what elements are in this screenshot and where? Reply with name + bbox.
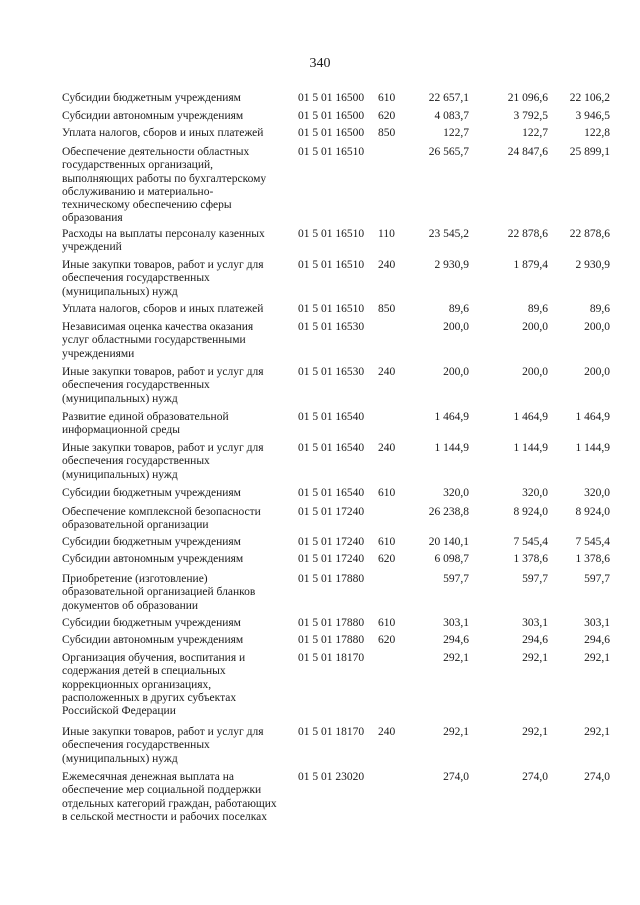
table-row [0,652,640,726]
row-value-3: 22 106,2 [569,92,610,104]
row-value-1: 26 565,7 [428,146,469,158]
row-value-3: 122,8 [584,127,610,139]
row-code: 01 5 01 16510 [298,303,365,315]
row-value-1: 89,6 [448,303,469,315]
row-value-2: 3 792,5 [513,110,548,122]
row-vr: 620 [378,110,396,122]
row-value-3: 7 545,4 [575,536,610,548]
row-value-1: 2 930,9 [434,259,469,271]
row-value-2: 1 464,9 [513,411,548,423]
table-row [0,617,640,634]
row-value-1: 200,0 [443,366,469,378]
row-vr: 620 [378,553,396,565]
table-row [0,771,640,831]
row-value-2: 7 545,4 [513,536,548,548]
row-value-1: 6 098,7 [434,553,469,565]
row-value-1: 23 545,2 [428,228,469,240]
row-name: Расходы на выплаты персоналу казенных учреждений [62,228,265,254]
row-name: Субсидии бюджетным учреждениям [62,617,241,629]
row-value-2: 274,0 [522,771,548,783]
row-value-3: 200,0 [584,321,610,333]
row-code: 01 5 01 23020 [298,771,365,783]
row-value-1: 200,0 [443,321,469,333]
table-row [0,303,640,321]
row-vr: 240 [378,726,396,738]
row-vr: 610 [378,617,396,629]
row-code: 01 5 01 16530 [298,366,365,378]
row-value-3: 3 946,5 [575,110,610,122]
row-code: 01 5 01 16530 [298,321,365,333]
row-code: 01 5 01 17880 [298,573,365,585]
row-value-3: 303,1 [584,617,610,629]
table-row [0,634,640,652]
budget-table [0,92,640,831]
row-name: Независимая оценка качества оказания услуг областными государственными учреждениями [62,321,254,360]
row-value-3: 1 464,9 [575,411,610,423]
table-row [0,487,640,506]
table-row [0,536,640,553]
row-value-2: 200,0 [522,366,548,378]
row-name: Обеспечение комплексной безопасности образовательной организации [62,506,261,532]
row-code: 01 5 01 16540 [298,442,365,454]
row-name: Субсидии автономным учреждениям [62,553,244,565]
row-vr: 240 [378,259,396,271]
table-row [0,442,640,487]
page-number: 340 [309,56,331,71]
row-name: Развитие единой образовательной информационной среды [62,411,229,437]
row-value-1: 26 238,8 [428,506,469,518]
row-value-2: 1 144,9 [513,442,548,454]
row-value-2: 200,0 [522,321,548,333]
row-value-2: 292,1 [522,652,548,664]
row-value-2: 1 879,4 [513,259,548,271]
row-name: Приобретение (изготовление) образовательной организацией бланков документов об образовании [62,573,256,612]
row-value-3: 22 878,6 [569,228,610,240]
table-row [0,110,640,127]
row-value-3: 25 899,1 [569,146,610,158]
row-vr: 850 [378,127,396,139]
row-code: 01 5 01 17240 [298,506,365,518]
row-name: Субсидии бюджетным учреждениям [62,92,241,104]
table-row [0,228,640,259]
row-value-2: 1 378,6 [513,553,548,565]
table-row [0,506,640,536]
row-value-1: 274,0 [443,771,469,783]
table-row [0,553,640,573]
row-code: 01 5 01 16510 [298,228,365,240]
row-value-3: 294,6 [584,634,610,646]
row-vr: 240 [378,366,396,378]
row-value-1: 1 464,9 [434,411,469,423]
row-code: 01 5 01 16510 [298,146,365,158]
row-value-3: 1 144,9 [575,442,610,454]
row-code: 01 5 01 18170 [298,652,365,664]
table-row [0,321,640,366]
row-vr: 610 [378,536,396,548]
row-value-2: 303,1 [522,617,548,629]
row-name: Иные закупки товаров, работ и услуг для обеспечения государственных (муниципальных) нужд [62,442,264,481]
row-name: Субсидии бюджетным учреждениям [62,536,241,548]
row-name: Уплата налогов, сборов и иных платежей [62,127,264,139]
table-row [0,127,640,146]
row-value-3: 200,0 [584,366,610,378]
row-name: Уплата налогов, сборов и иных платежей [62,303,264,315]
row-value-2: 21 096,6 [507,92,548,104]
row-name: Обеспечение деятельности областных государственных организаций, выполняющих работы по бухгалтерскому обслуживанию и материально-техническому обеспечению сферы образования [62,146,267,225]
row-value-1: 4 083,7 [434,110,469,122]
row-value-1: 320,0 [443,487,469,499]
row-value-3: 89,6 [589,303,610,315]
row-code: 01 5 01 17240 [298,553,365,565]
table-row [0,146,640,228]
row-value-2: 89,6 [527,303,548,315]
row-name: Ежемесячная денежная выплата на обеспечение мер социальной поддержки отдельных категорий граждан, работающих в сельской местности и рабочих поселках [62,771,277,823]
row-vr: 850 [378,303,396,315]
row-name: Иные закупки товаров, работ и услуг для обеспечения государственных (муниципальных) нужд [62,366,264,405]
row-vr: 610 [378,487,396,499]
row-value-2: 597,7 [522,573,548,585]
row-code: 01 5 01 16540 [298,411,365,423]
row-name: Субсидии автономным учреждениям [62,634,244,646]
row-value-1: 597,7 [443,573,469,585]
row-code: 01 5 01 16500 [298,92,365,104]
table-row [0,726,640,771]
row-value-2: 24 847,6 [507,146,548,158]
row-value-3: 1 378,6 [575,553,610,565]
row-value-2: 122,7 [522,127,548,139]
row-code: 01 5 01 16500 [298,127,365,139]
row-code: 01 5 01 18170 [298,726,365,738]
row-value-1: 20 140,1 [428,536,469,548]
row-value-2: 22 878,6 [507,228,548,240]
table-row [0,259,640,303]
row-name: Субсидии бюджетным учреждениям [62,487,241,499]
row-value-1: 292,1 [443,652,469,664]
table-row [0,366,640,411]
row-code: 01 5 01 16500 [298,110,365,122]
row-value-1: 294,6 [443,634,469,646]
table-row [0,92,640,110]
row-value-1: 1 144,9 [434,442,469,454]
row-value-1: 22 657,1 [428,92,469,104]
row-value-2: 294,6 [522,634,548,646]
row-value-3: 274,0 [584,771,610,783]
row-vr: 240 [378,442,396,454]
row-code: 01 5 01 17240 [298,536,365,548]
row-vr: 110 [378,228,395,240]
row-name: Организация обучения, воспитания и содержания детей в специальных коррекционных организациях, расположенных в других субъектах Российской Федерации [62,652,246,718]
row-value-3: 320,0 [584,487,610,499]
row-vr: 620 [378,634,396,646]
table-row [0,573,640,617]
row-value-2: 320,0 [522,487,548,499]
row-value-3: 292,1 [584,726,610,738]
row-code: 01 5 01 17880 [298,617,365,629]
row-value-2: 292,1 [522,726,548,738]
row-value-1: 122,7 [443,127,469,139]
row-code: 01 5 01 17880 [298,634,365,646]
table-row [0,411,640,442]
row-vr: 610 [378,92,396,104]
row-name: Иные закупки товаров, работ и услуг для обеспечения государственных (муниципальных) нужд [62,726,264,765]
row-code: 01 5 01 16540 [298,487,365,499]
row-value-3: 597,7 [584,573,610,585]
row-value-3: 292,1 [584,652,610,664]
row-value-3: 2 930,9 [575,259,610,271]
row-value-1: 292,1 [443,726,469,738]
row-name: Иные закупки товаров, работ и услуг для обеспечения государственных (муниципальных) нужд [62,259,264,298]
row-value-2: 8 924,0 [513,506,548,518]
row-code: 01 5 01 16510 [298,259,365,271]
row-name: Субсидии автономным учреждениям [62,110,244,122]
row-value-1: 303,1 [443,617,469,629]
row-value-3: 8 924,0 [575,506,610,518]
